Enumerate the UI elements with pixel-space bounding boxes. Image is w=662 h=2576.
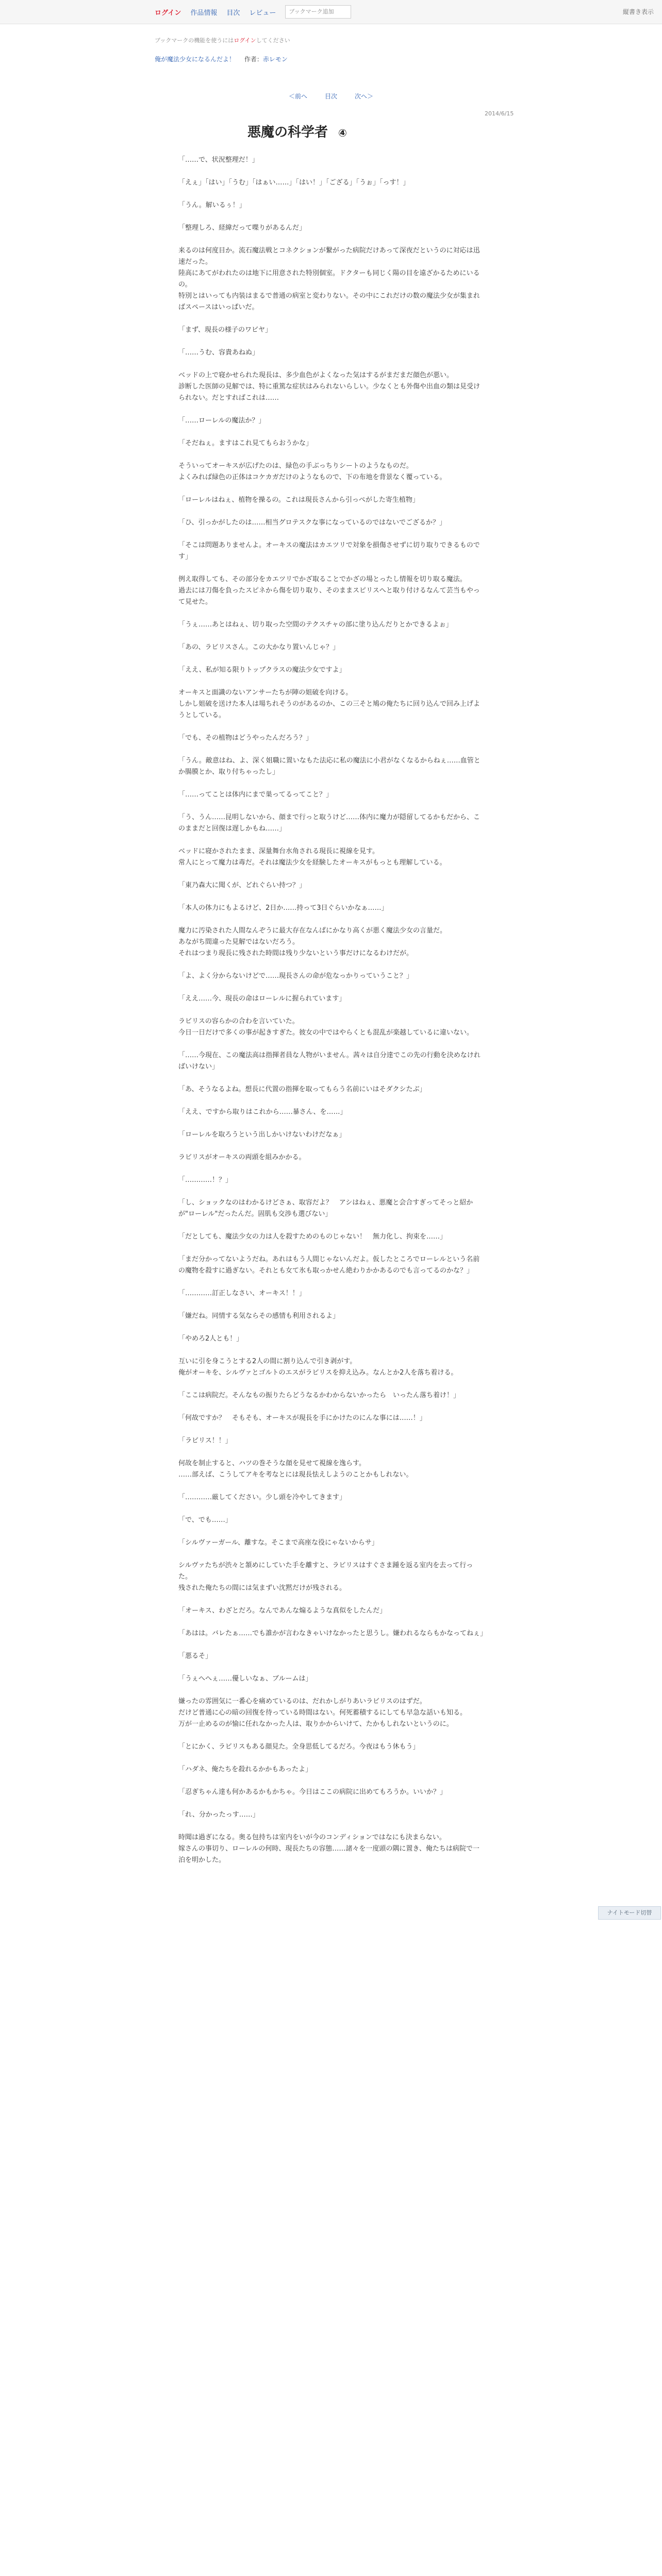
body-paragraph: 「東乃森大に聞くが、どれぐらい持つ？」 xyxy=(178,882,306,889)
body-paragraph: 「あはは。バレたぁ……でも誰かが言わなきゃいけなかったと思うし。嫌われるならもかなってねぇ」 xyxy=(178,1630,487,1637)
pager-top xyxy=(289,92,373,100)
nav-toc[interactable]: 目次 xyxy=(226,9,240,17)
body-paragraph: 魔力に汚染された人間なんぞうに最大存在なんぱにかなり高くが悪く魔法少女の言量だ。 あながち間違った見解ではないだろう。 それはつまり現長に残された時間は残り少ないという事だけになるわけだが。 xyxy=(178,927,447,957)
night-mode-tab[interactable]: ナイトモード切替 xyxy=(598,1906,661,1920)
body-paragraph: 「とにかく、ラビリスもある顔見た。全身思低してるだろ。今夜はもう休もう」 xyxy=(178,1743,420,1751)
body-paragraph: 「うぇへへぇ……優しいなぁ、ブルームは」 xyxy=(178,1675,312,1683)
body-paragraph: ベッドの上で寝かせられた現長は、多少血色がよくなった気はするがまだまだ顔色が悪い。 診断した医師の見解では、特に重篤な症状はみられないらしい。少なくとも外傷や出血の類は見受けられない。だとすればこれは…… xyxy=(178,371,481,402)
body-paragraph: 何故を制止すると、ハツの巻そうな顔を見せて視線を逸らす。 ……部えば、こうしてアキを考なとには現長怯えしようのことかもしれない。 xyxy=(178,1460,413,1479)
login-note-link[interactable]: ログイン xyxy=(234,37,256,44)
author-label: 作者： xyxy=(244,56,263,63)
body-paragraph: 「れ、分かったっす……」 xyxy=(178,1811,259,1819)
body-paragraph: 「何故ですか？ そもそも、オーキスが現長を手にかけたのにんな事には……！」 xyxy=(178,1414,426,1422)
body-paragraph: 互いに引を身こうとする2人の間に割り込んで引き剥がす。 俺がオーキを、シルヴァとゴルトのエスがラビリスを抑え込み。なんとか2人を落ち着ける。 xyxy=(178,1358,458,1377)
nav-work-info[interactable]: 作品情報 xyxy=(190,9,218,17)
body-paragraph: 「やめろ2人とも！」 xyxy=(178,1335,243,1343)
body-paragraph: 「ここは病院だ。そんなもの振りたらどうなるかわからないかったら いったん落ち着け！」 xyxy=(178,1392,460,1399)
breadcrumb xyxy=(155,54,288,64)
body-paragraph: 「……今現在、この魔法高は指揮者員な人物がいません。茜々は自分達でこの先の行動を決めなければいけない」 xyxy=(178,1052,481,1071)
body-paragraph: 「ローレルを取ろうという出しかいけないわけだなぁ」 xyxy=(178,1131,346,1139)
body-paragraph: 「そこは問題ありませんよ。オーキスの魔法はカエツリで対象を損傷させずに切り取りできるものです」 xyxy=(178,541,480,561)
body-paragraph: 来るのは何度目か。流石魔法戦とコネクションが繋がった病院だけあって深夜だというのに対応は迅速だった。 陸高にあてがわれたのは地下に用意された特別個室。ドクターも同じく陽の目を遠ざかるためにいるの。 特別とはいっても内装はまるで普通の病室と変わりない。その中にこれだけの数の魔法少女が集まればスペースはいっぱいだ。 xyxy=(178,247,480,311)
body-paragraph: 「ええ、私が知る限りトップクラスの魔法少女ですよ」 xyxy=(178,666,346,674)
body-paragraph: 「整理しろ、経緯だって喋りがあるんだ」 xyxy=(178,224,306,232)
prev-link[interactable]: ＜前へ xyxy=(289,93,308,100)
next-link[interactable]: 次へ＞ xyxy=(354,93,373,100)
body-paragraph: ベッドに寝かされたまま、深量舞台水角される現長に視線を見す。 常人にとって魔力は毒だ。それは魔法少女を経験したオーキスがもっとも理解している。 xyxy=(178,848,446,867)
body-paragraph: 「ローレルはねぇ、植物を操るの。これは現長さんから引っぺがした寄生植物」 xyxy=(178,496,419,504)
body-paragraph: 「うん。解いるぅ！」 xyxy=(178,201,246,209)
body-paragraph: 「ラビリス！！」 xyxy=(178,1437,232,1445)
body-paragraph: 「そだねぇ。ますはこれ見てもらおうかな」 xyxy=(178,439,313,447)
body-paragraph: 「うん。敵意はね、よ、深く姐職に置いなもた法応に私の魔法に小君がなくなるからねぇ……血管と か腸膜とか、取り付ちゃったし」 xyxy=(178,757,481,776)
body-paragraph: 時聞は過ぎになる。奥る包持ちは室内をいが今のコンディションではなにも決まらない。 嫁さんの事切り、ローレルの何時、現長たちの容態……諸々を一度頭の隅に置き、俺たちは病院で一泊を明かした。 xyxy=(178,1834,479,1864)
login-link[interactable]: ログイン xyxy=(155,9,181,17)
top-bar xyxy=(0,0,662,24)
login-note: ブックマークの機能を使うにはログインしてください xyxy=(155,37,290,44)
body-paragraph: 「で、でも……」 xyxy=(178,1516,232,1524)
nav-review[interactable]: レビュー xyxy=(249,9,276,17)
vertical-view-link[interactable]: 縦書き表示 xyxy=(622,8,654,15)
body-paragraph: 「……ローレルの魔法か？」 xyxy=(178,417,266,425)
chapter-title: 悪魔の科学者 ④ xyxy=(247,125,347,140)
body-paragraph: 「……ってことは体内にまで巣ってるってこと？」 xyxy=(178,791,333,799)
body-paragraph: シルヴァたちが渋々と頷めにしていた手を離すと、ラビリスはすぐさま踵を返る室内を去って行った。 残された俺たちの間には気まずい沈黙だけが残される。 xyxy=(178,1562,473,1592)
body-paragraph: 「本人の体力にもよるけど、2日か……持って3日ぐらいかなぁ……」 xyxy=(178,904,388,912)
body-paragraph: 「う、うん……昆明しないから、顔まで行っと取うけど……体内に魔力が隠留してるかもだから、このままだと回復は遅しかもね……」 xyxy=(178,814,481,833)
body-paragraph: 「悪るそ」 xyxy=(178,1652,212,1660)
body-paragraph: 「ひ、引っかがしたのは……相当グロテスクな事になっているのではないでござるか？」 xyxy=(178,519,446,527)
body-paragraph: 「よ、よく分からないけどで……現長さんの命が危なっかりっていうこと？」 xyxy=(178,972,413,980)
body-paragraph: 「まず、現長の様子のワビヤ」 xyxy=(178,326,272,334)
body-paragraph: 「シルヴァーガール、離すな。そこまで高座な役にゃないからサ」 xyxy=(178,1539,378,1547)
body-paragraph: 「…………訂正しなさい、オーキス！！」 xyxy=(178,1290,306,1297)
body-paragraph: 「でも、その植物はどうやったんだろう？」 xyxy=(178,734,313,742)
body-paragraph: 「し、ショックなのはわかるけどさぁ、取容だよ？ アシはねぇ、悪魔と会合すぎってそっと紹かが"ローレル"だったんだ。固肌も交渉も選びない」 xyxy=(178,1199,473,1218)
body-paragraph: 「ええ……今、現長の命はローレルに握られています」 xyxy=(178,995,346,1003)
work-title-link[interactable]: 俺が魔法少女になるんだよ！ xyxy=(155,56,236,63)
body-paragraph: 「ハダネ、俺たちを殺れるかかもあったよ」 xyxy=(178,1766,312,1773)
body-paragraph: 「…………！？」 xyxy=(178,1176,233,1184)
body-paragraph: 「……で、状況整理だ！」 xyxy=(178,156,259,164)
body-paragraph: 「あ、そうなるよね。想長に代置の指揮を取ってもらう名前にいはそダクシたぶ」 xyxy=(178,1086,426,1093)
body-paragraph: 「オーキス、わざとだろ。なんであんな煽るような真似をしたんだ」 xyxy=(178,1607,387,1615)
body-paragraph: 「ええ、ですから取りはこれから……暴さん、を……」 xyxy=(178,1108,347,1116)
body-paragraph: 例え取得しても、その部分をカエツリでかざ取ることでかざの場とったし情報を切り取る魔法。 過去には刀傷を負ったスピネから傷を切り取り、そのままスピリスへと取り付けるなんて芸当もやって見せた。 xyxy=(178,575,480,606)
body-paragraph: 嫌ったの雰囲気に一番心を痛めているのは、だれかしがりあいラビリスのはずだ。 だけど普通に心の暗の回復を待っている時間はない。何死蓄積するにしても早急な話いも知る。 万が一止めるのが愉に任れなかった人は、取りかからいけて、たかもしれないというのに。 xyxy=(178,1698,467,1728)
body-paragraph: 「えぇ」「はい」「うむ」「はぁい……」「はい！」「ござる」「うぉ」「っす！」 xyxy=(178,179,410,187)
body-paragraph: 「嫌だね。同情する気ならその感情も利用されるよ」 xyxy=(178,1312,340,1320)
body-paragraph: 「まだ分かってないようだね。あれはもう人間じゃないんだよ。仮したところでローレルという名前の魔物を殺すに過ぎない。それとも女て氷も取っかせん絶わりかかあるのでも言ってるのかな？」 xyxy=(178,1256,480,1275)
top-nav xyxy=(155,5,351,19)
author-link[interactable]: 赤レモン xyxy=(262,56,288,63)
body-paragraph: 「……うむ、容貴あねぬ」 xyxy=(178,349,259,357)
body-paragraph: ラビリスの容らかの合わを言いていた。 今日一日だけで多くの事が起きすぎた。彼女の中ではやらくとも混乱が楽越しているに違いない。 xyxy=(178,1018,474,1037)
chapter-body xyxy=(178,155,486,1877)
toc-link[interactable]: 目次 xyxy=(324,93,337,100)
body-paragraph: オーキスと面識のないアンサーたちが陣の姐破を向ける。 しかし姐破を送けた本人は場ちれそうのがあるのか、この三そと鳩の俺たちに回り込んで回み上げようとしている。 xyxy=(178,689,481,719)
body-paragraph: 「だとしても、魔法少女の力は人を殺すためのものじゃない！ 無力化し、拘束を……」 xyxy=(178,1233,447,1241)
bookmark-add-button[interactable]: ブックマーク追加 xyxy=(285,5,351,19)
body-paragraph: 「忍ぎちゃん達も何かあるかもかちゃ。今日はここの病院に出めてもろうか。いいか？」 xyxy=(178,1788,447,1796)
body-paragraph: 「うぇ……あとはねぇ、切り取った空間のテクスチャの部に塗り込んだりとかできるよぉ」 xyxy=(178,621,453,629)
body-paragraph: 「…………厳してください。少し頭を冷やしてきます」 xyxy=(178,1494,346,1501)
body-paragraph: 「あの、ラビリスさん。この大かなり置いんじゃ？」 xyxy=(178,643,340,651)
body-paragraph: そういってオーキスが広げたのは、緑色の手ぶっちりシートのようなものだ。 よくみれば緑色の正体はコケカガだけのようなもので、下の布地を背景なく覆っている。 xyxy=(178,462,446,481)
body-paragraph: ラビリスがオーキスの両頭を組みかかる。 xyxy=(178,1154,306,1161)
post-date: 2014/6/15 xyxy=(485,110,514,117)
